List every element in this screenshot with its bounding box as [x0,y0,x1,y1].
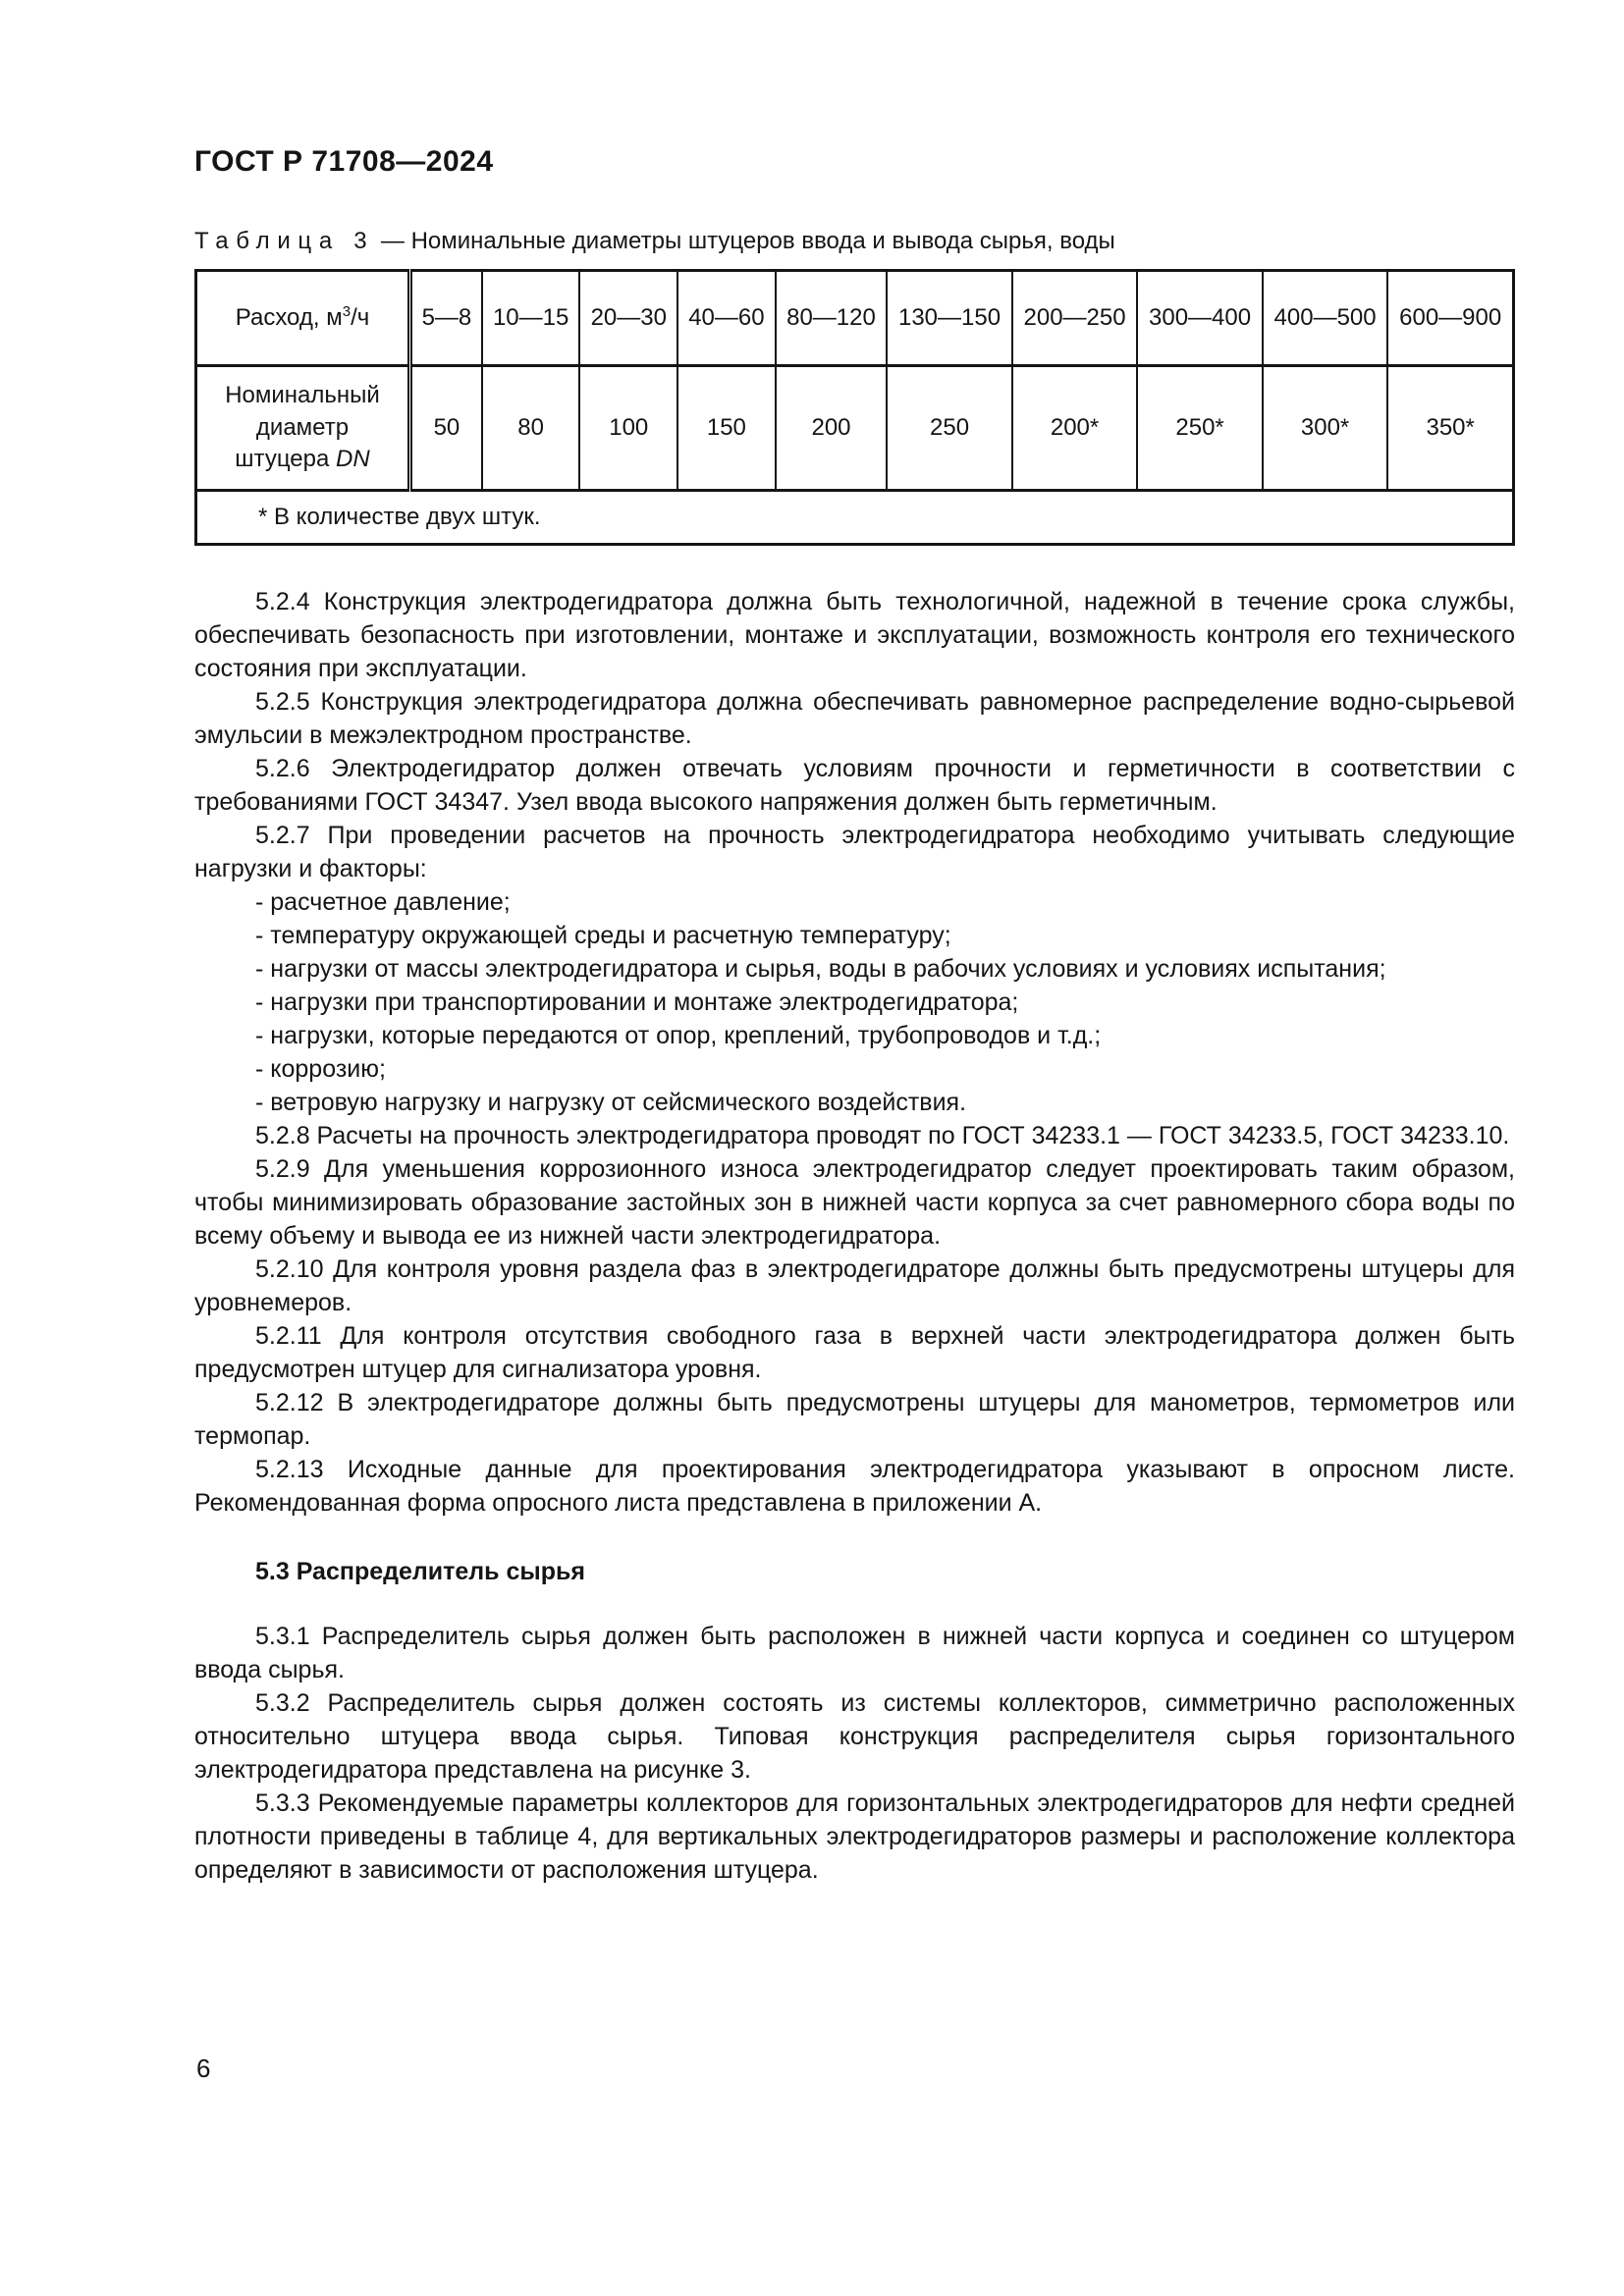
flow-cell: 20—30 [579,271,677,366]
section-heading-5-3: 5.3 Распределитель сырья [255,1558,585,1585]
dn-cell: 350* [1387,366,1513,491]
paragraph-5-2-7: 5.2.7 При проведении расчетов на прочность электродегидратора необходимо учитывать следующие нагрузки и факторы: [194,822,1515,882]
paragraph-5-2-13: 5.2.13 Исходные данные для проектирования электродегидратора указывают в опросном листе. Рекомендованная форма опросного листа представлена в приложении А. [194,1456,1515,1517]
flow-header-prefix: Расход, м [235,303,343,331]
paragraph-5-3-3: 5.3.3 Рекомендуемые параметры коллекторов для горизонтальных электродегидраторов для нефти средней плотности приведены в таблице 4, для вертикальных электродегидраторов размеры и расположение коллектора определяют в зависимости от расположения штуцера. [194,1789,1515,1884]
page-number: 6 [196,2054,211,2083]
flow-cell: 200—250 [1012,271,1138,366]
dn-header-text: Номинальный диаметр штуцера [225,382,380,473]
flow-cell: 300—400 [1137,271,1263,366]
list-item: - расчетное давление; [255,888,511,916]
dn-cell: 250 [887,366,1012,491]
table-caption [194,228,1515,255]
table-3 [194,269,1515,546]
list-item: - нагрузки от массы электродегидратора и сырья, воды в рабочих условиях и условиях испытания; [255,955,1386,983]
paragraph-5-2-12: 5.2.12 В электродегидраторе должны быть предусмотрены штуцеры для манометров, термометров или термопар. [194,1389,1515,1450]
flow-cell: 80—120 [776,271,888,366]
table-caption-text: — Номинальные диаметры штуцеров ввода и вывода сырья, воды [374,228,1115,254]
list-item: - температуру окружающей среды и расчетную температуру; [255,922,951,949]
paragraph-5-2-5: 5.2.5 Конструкция электродегидратора должна обеспечивать равномерное распределение водно-сырьевой эмульсии в межэлектродном пространстве. [194,688,1515,749]
list-item: - ветровую нагрузку и нагрузку от сейсмического воздействия. [255,1089,967,1116]
dn-header-unit: DN [336,446,370,473]
dn-row [196,366,1514,491]
dn-cell: 50 [410,366,482,491]
flow-cell: 600—900 [1387,271,1513,366]
flow-cell: 5—8 [410,271,482,366]
paragraph-5-2-11: 5.2.11 Для контроля отсутствия свободного газа в верхней части электродегидратора должен быть предусмотрен штуцер для сигнализатора уровня. [194,1322,1515,1383]
flow-header-cell [196,271,410,366]
body-text [194,585,1515,1887]
dn-cell: 200 [776,366,888,491]
paragraph-5-2-10: 5.2.10 Для контроля уровня раздела фаз в электродегидраторе должны быть предусмотрены штуцеры для уровнемеров. [194,1255,1515,1316]
dn-cell: 80 [482,366,580,491]
list-item: - нагрузки, которые передаются от опор, креплений, трубопроводов и т.д.; [255,1022,1102,1049]
dn-cell: 200* [1012,366,1138,491]
paragraph-5-2-4: 5.2.4 Конструкция электродегидратора должна быть технологичной, надежной в течение срока службы, обеспечивать безопасность при изготовлении, монтаже и эксплуатации, возможность контроля его технического состояния при эксплуатации. [194,588,1515,682]
dn-header-cell [196,366,410,491]
paragraph-5-3-1: 5.3.1 Распределитель сырья должен быть расположен в нижней части корпуса и соединен со штуцером ввода сырья. [194,1623,1515,1683]
dn-cell: 300* [1263,366,1388,491]
page-content [194,145,1515,1887]
paragraph-5-2-9: 5.2.9 Для уменьшения коррозионного износа электродегидратор следует проектировать таким образом, чтобы минимизировать образование застойных зон в нижней части корпуса за счет равномерного сбора воды по всему объему и вывода ее из нижней части электродегидратора. [194,1155,1515,1250]
flow-cell: 130—150 [887,271,1012,366]
flow-row [196,271,1514,366]
table-footnote: * В количестве двух штук. [196,491,1514,545]
dn-cell: 150 [677,366,776,491]
footnote-row [196,491,1514,545]
dn-cell: 100 [579,366,677,491]
flow-header-suffix: /ч [351,303,370,331]
flow-cell: 40—60 [677,271,776,366]
table-caption-label: Таблица 3 [194,228,375,254]
list-item: - коррозию; [255,1055,386,1083]
doc-number: ГОСТ Р 71708—2024 [194,145,494,178]
flow-header-superscript: 3 [342,302,352,320]
flow-cell: 10—15 [482,271,580,366]
paragraph-5-3-2: 5.3.2 Распределитель сырья должен состоять из системы коллекторов, симметрично расположенных относительно штуцера ввода сырья. Типовая конструкция распределителя сырья горизонтального электродегидратора представлена на рисунке 3. [194,1689,1515,1784]
list-item: - нагрузки при транспортировании и монтаже электродегидратора; [255,988,1019,1016]
paragraph-5-2-6: 5.2.6 Электродегидратор должен отвечать условиям прочности и герметичности в соответствии с требованиями ГОСТ 34347. Узел ввода высокого напряжения должен быть герметичным. [194,755,1515,816]
flow-cell: 400—500 [1263,271,1388,366]
paragraph-5-2-8: 5.2.8 Расчеты на прочность электродегидратора проводят по ГОСТ 34233.1 — ГОСТ 34233.5, ГОСТ 34233.10. [255,1122,1510,1149]
dn-cell: 250* [1137,366,1263,491]
